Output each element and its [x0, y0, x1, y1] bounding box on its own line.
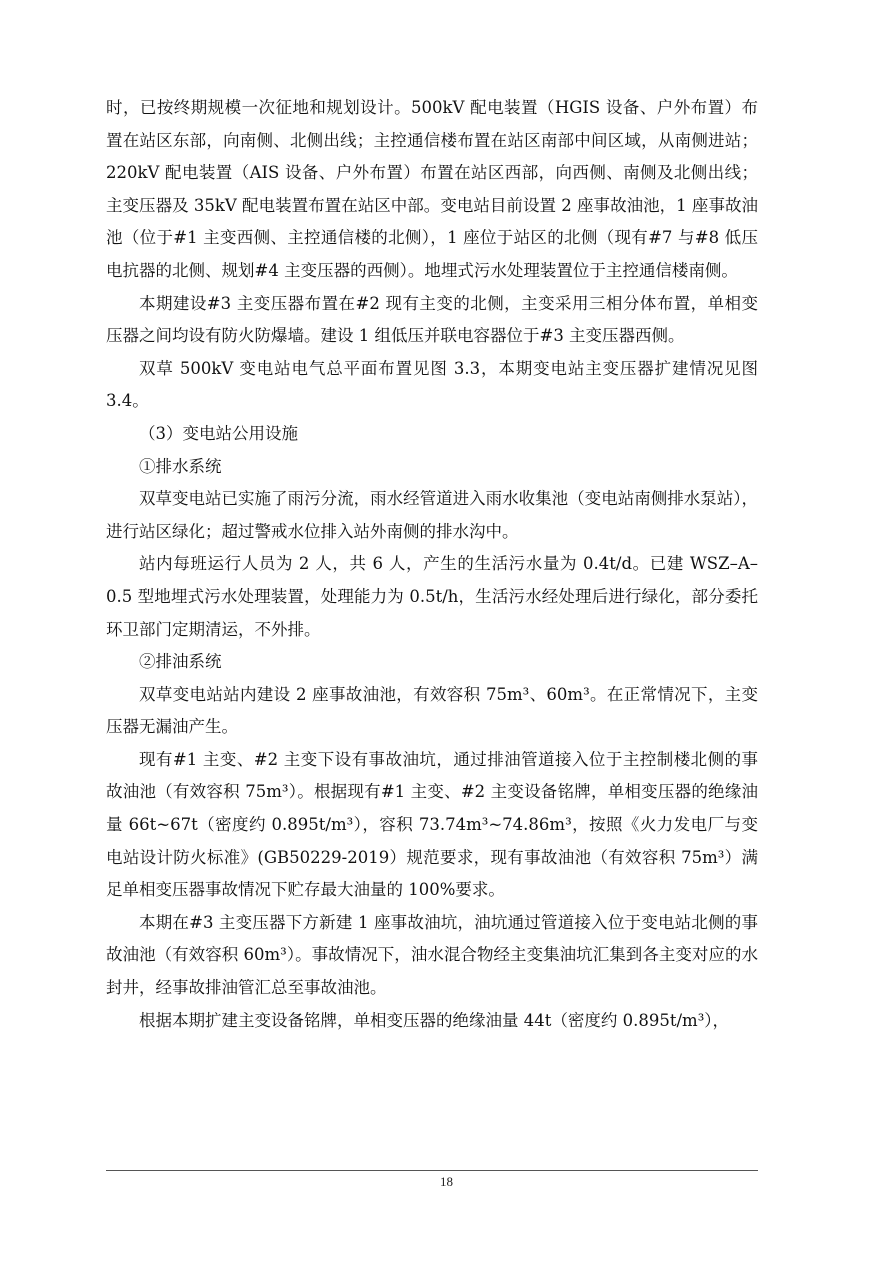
paragraph-accident-oil-pools: 双草变电站站内建设 2 座事故油池，有效容积 75m³、60m³。在正常情况下，主变压器无漏油产生。 — [106, 684, 758, 737]
subheading-oil-drainage-system: ②排油系统 — [139, 652, 222, 672]
paragraph-new-transformer-oil: 根据本期扩建主变设备铭牌，单相变压器的绝缘油量 44t（密度约 0.895t/m³）， — [139, 1010, 730, 1030]
paragraph-layout-description: 时，已按终期规模一次征地和规划设计。500kV 配电装置（HGIS 设备、户外布置）布置在站区东部，向南侧、北侧出线；主控通信楼布置在站区南部中间区域，从南侧进站；220kV 配电装置（AIS 设备、户外布置）布置在站区西部，向西侧、南侧及北侧出线；主变压器及 35kV 配电装置布置在站区中部。变电站目前设置 2 座事故油池，1 座事故油池（位于#1 主变西侧、主控通信楼的北侧），1 座位于站区的北侧（现有#7 与#8 低压电抗器的北侧、规划#4 主变压器的西侧）。地埋式污水处理装置位于主控通信楼南侧。 — [106, 98, 758, 280]
paragraph-transformer-expansion: 本期建设#3 主变压器布置在#2 现有主变的北侧，主变采用三相分体布置，单相变压器之间均设有防火防爆墙。建设 1 组低压并联电容器位于#3 主变压器西侧。 — [106, 293, 758, 346]
paragraph-figure-reference: 双草 500kV 变电站电气总平面布置见图 3.3，本期变电站主变压器扩建情况见图 3.4。 — [106, 358, 758, 411]
paragraph-existing-oil-pits: 现有#1 主变、#2 主变下设有事故油坑，通过排油管道接入位于主控制楼北侧的事故油池（有效容积 75m³）。根据现有#1 主变、#2 主变设备铭牌，单相变压器的绝缘油量 66t~67t（密度约 0.895t/m³），容积 73.74m³~74.86m³，按照《火力发电厂与变电站设计防火标准》(GB50229-2019）规范要求，现有事故油池（有效容积 75m³）满足单相变压器事故情况下贮存最大油量的 100%要求。 — [106, 749, 758, 900]
section-heading-public-facilities: （3）变电站公用设施 — [139, 423, 298, 443]
paragraph-new-oil-pit: 本期在#3 主变压器下方新建 1 座事故油坑，油坑通过管道接入位于变电站北侧的事故油池（有效容积 60m³）。事故情况下，油水混合物经主变集油坑汇集到各主变对应的水封井，经事故排油管汇总至事故油池。 — [106, 912, 758, 998]
body-text — [106, 92, 758, 1037]
page-number: 18 — [440, 1174, 453, 1189]
paragraph-rain-sewage-separation: 双草变电站已实施了雨污分流，雨水经管道进入雨水收集池（变电站南侧排水泵站），进行站区绿化；超过警戒水位排入站外南侧的排水沟中。 — [106, 489, 758, 541]
subheading-drainage-system: ①排水系统 — [139, 456, 222, 476]
paragraph-domestic-sewage: 站内每班运行人员为 2 人，共 6 人，产生的生活污水量为 0.4t/d。已建 WSZ–A–0.5 型地埋式污水处理装置，处理能力为 0.5t/h，生活污水经处理后进行绿化，部分委托环卫部门定期清运，不外排。 — [106, 554, 758, 639]
footer-divider — [106, 1170, 758, 1171]
